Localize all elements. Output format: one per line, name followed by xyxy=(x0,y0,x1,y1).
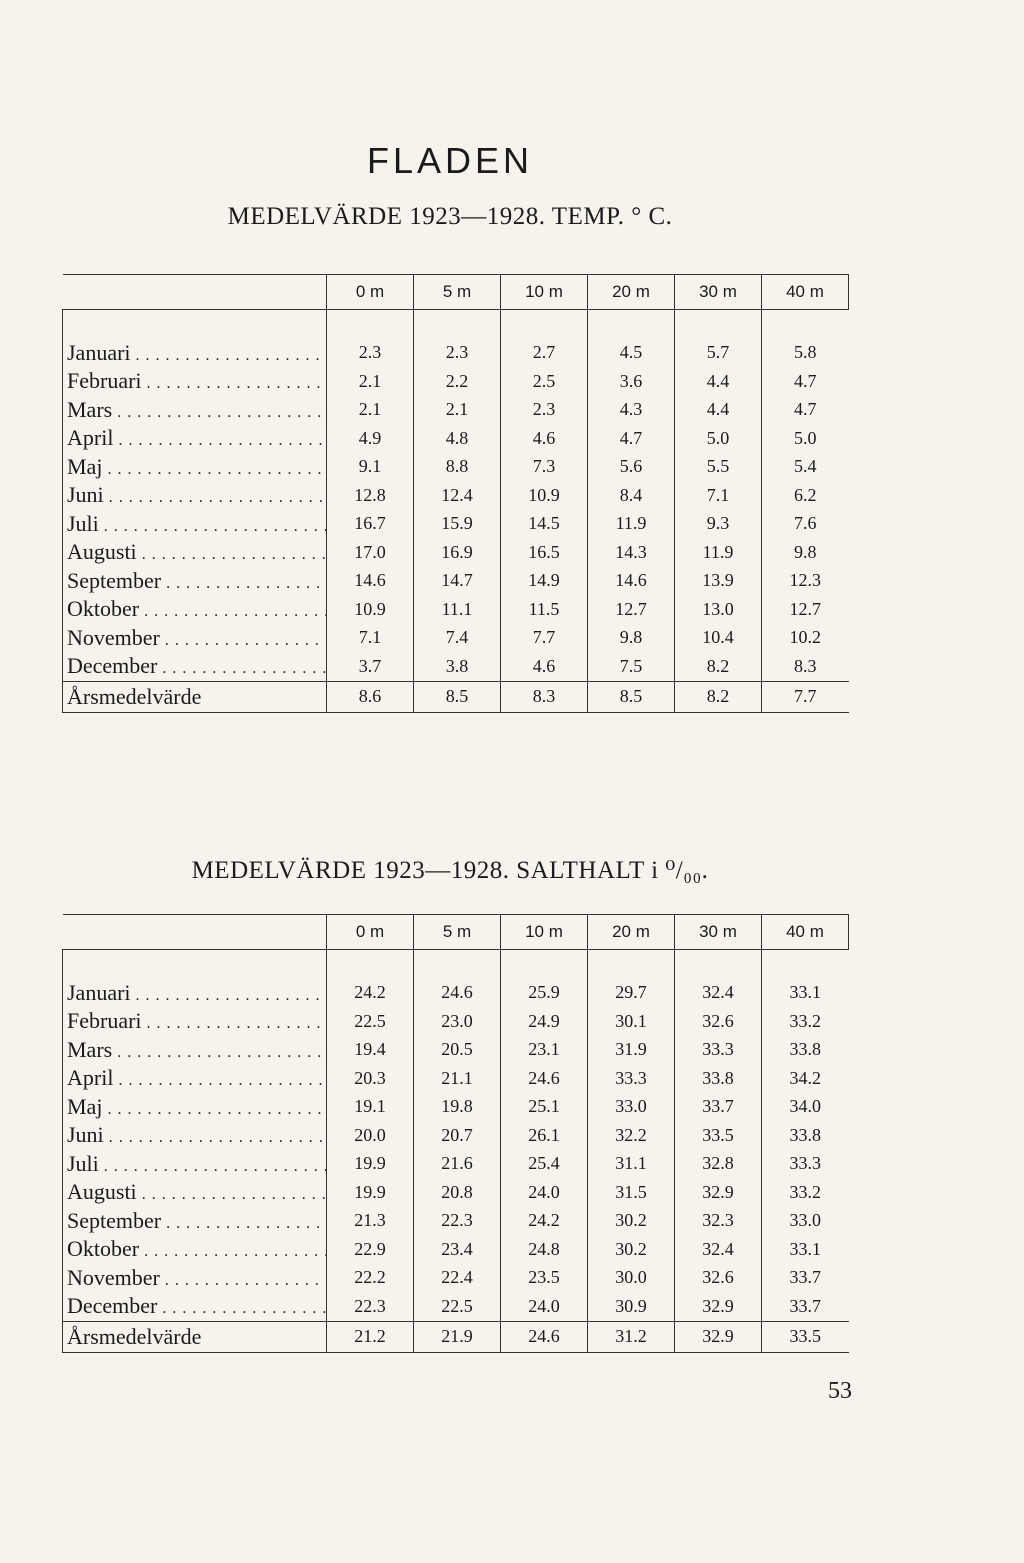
value-cell: 32.6 xyxy=(675,1264,762,1293)
value-cell: 30.9 xyxy=(588,1292,675,1321)
value-cell: 5.8 xyxy=(762,339,849,368)
column-header: 30 m xyxy=(675,915,762,950)
value-cell: 5.6 xyxy=(588,453,675,482)
value-cell: 2.1 xyxy=(327,367,414,396)
value-cell: 34.0 xyxy=(762,1093,849,1122)
value-cell: 13.9 xyxy=(675,567,762,596)
salinity-table xyxy=(62,914,849,1353)
value-cell: 32.6 xyxy=(675,1007,762,1036)
value-cell: 22.5 xyxy=(414,1292,501,1321)
table-row xyxy=(63,453,849,482)
spacer-cell xyxy=(414,310,501,339)
column-header: 10 m xyxy=(501,275,588,310)
value-cell: 4.7 xyxy=(588,424,675,453)
row-label: Juni . . . xyxy=(63,1121,327,1150)
value-cell: 33.3 xyxy=(762,1150,849,1179)
value-cell: 5.0 xyxy=(675,424,762,453)
value-cell: 16.5 xyxy=(501,538,588,567)
value-cell: 32.9 xyxy=(675,1321,762,1352)
value-cell: 8.5 xyxy=(588,681,675,712)
value-cell: 32.2 xyxy=(588,1121,675,1150)
value-cell: 7.1 xyxy=(327,624,414,653)
value-cell: 22.5 xyxy=(327,1007,414,1036)
value-cell: 23.1 xyxy=(501,1036,588,1065)
value-cell: 4.4 xyxy=(675,367,762,396)
value-cell: 4.9 xyxy=(327,424,414,453)
value-cell: 33.1 xyxy=(762,1235,849,1264)
value-cell: 7.4 xyxy=(414,624,501,653)
value-cell: 20.8 xyxy=(414,1178,501,1207)
spacer-cell xyxy=(414,950,501,979)
value-cell: 32.3 xyxy=(675,1207,762,1236)
value-cell: 33.8 xyxy=(762,1036,849,1065)
value-cell: 29.7 xyxy=(588,979,675,1008)
value-cell: 24.6 xyxy=(501,1064,588,1093)
value-cell: 24.6 xyxy=(414,979,501,1008)
value-cell: 14.6 xyxy=(588,567,675,596)
value-cell: 10.9 xyxy=(327,595,414,624)
table-row xyxy=(63,339,849,368)
value-cell: 19.8 xyxy=(414,1093,501,1122)
value-cell: 33.0 xyxy=(762,1207,849,1236)
value-cell: 31.9 xyxy=(588,1036,675,1065)
value-cell: 7.3 xyxy=(501,453,588,482)
value-cell: 20.5 xyxy=(414,1036,501,1065)
value-cell: 19.9 xyxy=(327,1178,414,1207)
value-cell: 10.2 xyxy=(762,624,849,653)
value-cell: 33.3 xyxy=(675,1036,762,1065)
row-label: Årsmedelvärde xyxy=(63,1321,327,1352)
value-cell: 19.9 xyxy=(327,1150,414,1179)
value-cell: 8.3 xyxy=(501,681,588,712)
row-label: April . . . xyxy=(63,1064,327,1093)
spacer-cell xyxy=(327,950,414,979)
value-cell: 14.7 xyxy=(414,567,501,596)
value-cell: 2.7 xyxy=(501,339,588,368)
value-cell: 24.6 xyxy=(501,1321,588,1352)
table-row xyxy=(63,595,849,624)
page-title: FLADEN xyxy=(366,140,534,181)
value-cell: 12.7 xyxy=(762,595,849,624)
value-cell: 5.5 xyxy=(675,453,762,482)
value-cell: 30.2 xyxy=(588,1235,675,1264)
value-cell: 5.4 xyxy=(762,453,849,482)
value-cell: 20.0 xyxy=(327,1121,414,1150)
value-cell: 4.5 xyxy=(588,339,675,368)
table-row xyxy=(63,567,849,596)
row-label: Februari . . . xyxy=(63,1007,327,1036)
table-header-row xyxy=(63,275,849,310)
spacer-row xyxy=(63,310,849,339)
salinity-table-subtitle: MEDELVÄRDE 1923—1928. SALTHALT i ⁰/₀₀. xyxy=(191,857,709,884)
table-row xyxy=(63,1007,849,1036)
temperature-table-subtitle: MEDELVÄRDE 1923—1928. TEMP. ° C. xyxy=(227,203,673,230)
row-label: Mars . . . xyxy=(63,1036,327,1065)
value-cell: 9.8 xyxy=(588,624,675,653)
value-cell: 4.8 xyxy=(414,424,501,453)
value-cell: 31.5 xyxy=(588,1178,675,1207)
table-row xyxy=(63,1292,849,1321)
value-cell: 21.3 xyxy=(327,1207,414,1236)
row-label: Årsmedelvärde xyxy=(63,681,327,712)
value-cell: 7.7 xyxy=(762,681,849,712)
value-cell: 7.1 xyxy=(675,481,762,510)
value-cell: 2.3 xyxy=(414,339,501,368)
value-cell: 33.7 xyxy=(762,1264,849,1293)
table-row xyxy=(63,1036,849,1065)
row-label: November . . . xyxy=(63,1264,327,1293)
value-cell: 19.4 xyxy=(327,1036,414,1065)
value-cell: 22.2 xyxy=(327,1264,414,1293)
value-cell: 17.0 xyxy=(327,538,414,567)
value-cell: 25.4 xyxy=(501,1150,588,1179)
value-cell: 24.9 xyxy=(501,1007,588,1036)
row-label: December . . . xyxy=(63,652,327,681)
value-cell: 6.2 xyxy=(762,481,849,510)
column-header: 20 m xyxy=(588,915,675,950)
table-row xyxy=(63,1178,849,1207)
column-header: 10 m xyxy=(501,915,588,950)
value-cell: 2.3 xyxy=(327,339,414,368)
value-cell: 16.7 xyxy=(327,510,414,539)
value-cell: 8.5 xyxy=(414,681,501,712)
value-cell: 22.4 xyxy=(414,1264,501,1293)
value-cell: 3.6 xyxy=(588,367,675,396)
annual-average-row xyxy=(63,681,849,712)
value-cell: 32.9 xyxy=(675,1292,762,1321)
value-cell: 2.2 xyxy=(414,367,501,396)
value-cell: 33.8 xyxy=(675,1064,762,1093)
column-header: 5 m xyxy=(414,275,501,310)
value-cell: 7.6 xyxy=(762,510,849,539)
value-cell: 15.9 xyxy=(414,510,501,539)
value-cell: 12.7 xyxy=(588,595,675,624)
row-label: September . . . xyxy=(63,1207,327,1236)
temperature-table xyxy=(62,274,849,713)
value-cell: 32.4 xyxy=(675,1235,762,1264)
value-cell: 8.3 xyxy=(762,652,849,681)
value-cell: 23.0 xyxy=(414,1007,501,1036)
value-cell: 2.5 xyxy=(501,367,588,396)
spacer-row xyxy=(63,950,849,979)
row-label: Oktober . . . xyxy=(63,1235,327,1264)
value-cell: 11.9 xyxy=(675,538,762,567)
row-label: Januari . . . xyxy=(63,979,327,1008)
value-cell: 5.7 xyxy=(675,339,762,368)
value-cell: 13.0 xyxy=(675,595,762,624)
value-cell: 31.2 xyxy=(588,1321,675,1352)
value-cell: 20.3 xyxy=(327,1064,414,1093)
value-cell: 34.2 xyxy=(762,1064,849,1093)
annual-average-row xyxy=(63,1321,849,1352)
value-cell: 32.9 xyxy=(675,1178,762,1207)
value-cell: 4.6 xyxy=(501,424,588,453)
value-cell: 24.0 xyxy=(501,1292,588,1321)
value-cell: 23.4 xyxy=(414,1235,501,1264)
value-cell: 12.4 xyxy=(414,481,501,510)
value-cell: 11.1 xyxy=(414,595,501,624)
value-cell: 3.8 xyxy=(414,652,501,681)
value-cell: 7.7 xyxy=(501,624,588,653)
spacer-cell xyxy=(675,310,762,339)
value-cell: 9.8 xyxy=(762,538,849,567)
value-cell: 21.2 xyxy=(327,1321,414,1352)
value-cell: 5.0 xyxy=(762,424,849,453)
table-row xyxy=(63,481,849,510)
row-label: November . . . xyxy=(63,624,327,653)
value-cell: 24.2 xyxy=(327,979,414,1008)
spacer-cell xyxy=(501,950,588,979)
value-cell: 22.9 xyxy=(327,1235,414,1264)
table-row xyxy=(63,367,849,396)
spacer-cell xyxy=(63,950,327,979)
spacer-cell xyxy=(327,310,414,339)
value-cell: 2.3 xyxy=(501,396,588,425)
value-cell: 7.5 xyxy=(588,652,675,681)
value-cell: 14.3 xyxy=(588,538,675,567)
column-header: 0 m xyxy=(327,275,414,310)
table-row xyxy=(63,979,849,1008)
value-cell: 33.7 xyxy=(762,1292,849,1321)
value-cell: 14.6 xyxy=(327,567,414,596)
value-cell: 8.2 xyxy=(675,652,762,681)
header-blank-cell xyxy=(63,915,327,950)
value-cell: 11.5 xyxy=(501,595,588,624)
value-cell: 24.8 xyxy=(501,1235,588,1264)
table-row xyxy=(63,624,849,653)
row-label: April . . . xyxy=(63,424,327,453)
value-cell: 20.7 xyxy=(414,1121,501,1150)
value-cell: 8.2 xyxy=(675,681,762,712)
value-cell: 33.0 xyxy=(588,1093,675,1122)
row-label: September . . . xyxy=(63,567,327,596)
value-cell: 26.1 xyxy=(501,1121,588,1150)
spacer-cell xyxy=(762,310,849,339)
spacer-cell xyxy=(675,950,762,979)
value-cell: 33.2 xyxy=(762,1178,849,1207)
value-cell: 3.7 xyxy=(327,652,414,681)
value-cell: 10.4 xyxy=(675,624,762,653)
value-cell: 24.0 xyxy=(501,1178,588,1207)
spacer-cell xyxy=(762,950,849,979)
value-cell: 21.6 xyxy=(414,1150,501,1179)
row-label: Juli . . . xyxy=(63,510,327,539)
row-label: Oktober . . . xyxy=(63,595,327,624)
row-label: Juni . . . xyxy=(63,481,327,510)
value-cell: 14.5 xyxy=(501,510,588,539)
table-row xyxy=(63,1121,849,1150)
row-label: Juli . . . xyxy=(63,1150,327,1179)
value-cell: 32.8 xyxy=(675,1150,762,1179)
value-cell: 11.9 xyxy=(588,510,675,539)
table-row xyxy=(63,1264,849,1293)
column-header: 40 m xyxy=(762,275,849,310)
row-label: Januari . . . xyxy=(63,339,327,368)
value-cell: 32.4 xyxy=(675,979,762,1008)
value-cell: 30.1 xyxy=(588,1007,675,1036)
value-cell: 8.8 xyxy=(414,453,501,482)
spacer-cell xyxy=(501,310,588,339)
value-cell: 21.1 xyxy=(414,1064,501,1093)
value-cell: 8.4 xyxy=(588,481,675,510)
value-cell: 10.9 xyxy=(501,481,588,510)
value-cell: 4.7 xyxy=(762,396,849,425)
table-row xyxy=(63,1064,849,1093)
value-cell: 12.8 xyxy=(327,481,414,510)
value-cell: 23.5 xyxy=(501,1264,588,1293)
value-cell: 25.9 xyxy=(501,979,588,1008)
column-header: 20 m xyxy=(588,275,675,310)
table-row xyxy=(63,510,849,539)
spacer-cell xyxy=(588,310,675,339)
row-label: Mars . . . xyxy=(63,396,327,425)
value-cell: 2.1 xyxy=(414,396,501,425)
table-header-row xyxy=(63,915,849,950)
value-cell: 4.4 xyxy=(675,396,762,425)
column-header: 0 m xyxy=(327,915,414,950)
value-cell: 21.9 xyxy=(414,1321,501,1352)
spacer-cell xyxy=(588,950,675,979)
row-label: Augusti . . . xyxy=(63,1178,327,1207)
table-row xyxy=(63,424,849,453)
value-cell: 16.9 xyxy=(414,538,501,567)
table-row xyxy=(63,652,849,681)
value-cell: 30.0 xyxy=(588,1264,675,1293)
value-cell: 14.9 xyxy=(501,567,588,596)
value-cell: 33.7 xyxy=(675,1093,762,1122)
table-row xyxy=(63,1207,849,1236)
value-cell: 4.6 xyxy=(501,652,588,681)
value-cell: 33.3 xyxy=(588,1064,675,1093)
value-cell: 19.1 xyxy=(327,1093,414,1122)
value-cell: 25.1 xyxy=(501,1093,588,1122)
column-header: 40 m xyxy=(762,915,849,950)
value-cell: 31.1 xyxy=(588,1150,675,1179)
value-cell: 12.3 xyxy=(762,567,849,596)
value-cell: 33.8 xyxy=(762,1121,849,1150)
value-cell: 4.7 xyxy=(762,367,849,396)
value-cell: 30.2 xyxy=(588,1207,675,1236)
value-cell: 33.2 xyxy=(762,1007,849,1036)
value-cell: 4.3 xyxy=(588,396,675,425)
spacer-cell xyxy=(63,310,327,339)
column-header: 30 m xyxy=(675,275,762,310)
value-cell: 9.3 xyxy=(675,510,762,539)
table-row xyxy=(63,1150,849,1179)
row-label: Maj . . . xyxy=(63,453,327,482)
column-header: 5 m xyxy=(414,915,501,950)
value-cell: 33.5 xyxy=(675,1121,762,1150)
table-row xyxy=(63,396,849,425)
value-cell: 22.3 xyxy=(327,1292,414,1321)
row-label: Februari . . . xyxy=(63,367,327,396)
value-cell: 9.1 xyxy=(327,453,414,482)
row-label: December . . . xyxy=(63,1292,327,1321)
table-row xyxy=(63,1235,849,1264)
page-number: 53 xyxy=(828,1378,852,1404)
value-cell: 33.5 xyxy=(762,1321,849,1352)
value-cell: 8.6 xyxy=(327,681,414,712)
table-row xyxy=(63,1093,849,1122)
value-cell: 22.3 xyxy=(414,1207,501,1236)
value-cell: 24.2 xyxy=(501,1207,588,1236)
row-label: Augusti . . . xyxy=(63,538,327,567)
table-row xyxy=(63,538,849,567)
value-cell: 2.1 xyxy=(327,396,414,425)
header-blank-cell xyxy=(63,275,327,310)
row-label: Maj . . . xyxy=(63,1093,327,1122)
value-cell: 33.1 xyxy=(762,979,849,1008)
